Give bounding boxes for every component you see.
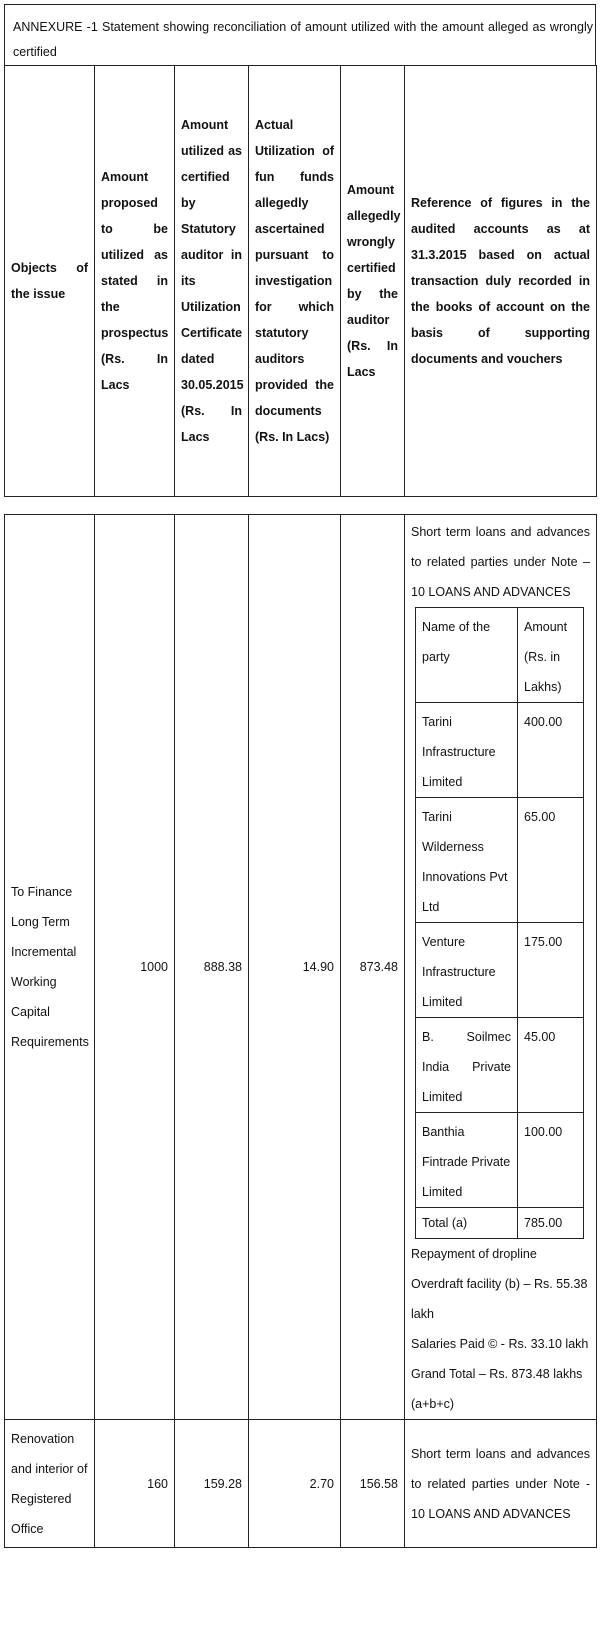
- row-wrongly-certified: 156.58: [341, 1420, 405, 1548]
- party-amount: 65.00: [518, 798, 584, 923]
- row-proposed: 160: [95, 1420, 175, 1548]
- header-certified: Amount utilized as certified by Statutory auditor in its Utilization Certificate dated 30.05.2015 (Rs. In Lacs: [175, 66, 249, 497]
- repayment-note: Repayment of dropline Overdraft facility (b) – Rs. 55.38 lakh: [411, 1247, 588, 1321]
- party-amount: 175.00: [518, 923, 584, 1018]
- party-header-name: Name of the party: [416, 608, 518, 703]
- party-row: [416, 798, 584, 923]
- party-name: Venture Infrastructure Limited: [416, 923, 518, 1018]
- table-row: [5, 1420, 597, 1548]
- row-proposed: 1000: [95, 515, 175, 1420]
- header-reference: Reference of figures in the audited accounts as at 31.3.2015 based on actual transaction duly recorded in the books of account on the basis of supporting documents and vouchers: [405, 66, 597, 497]
- row-actual: 14.90: [249, 515, 341, 1420]
- row-certified: 888.38: [175, 515, 249, 1420]
- party-row: [416, 923, 584, 1018]
- header-proposed: Amount proposed to be utilized as stated in the prospectus (Rs. In Lacs: [95, 66, 175, 497]
- header-objects: Objects of the issue: [5, 66, 95, 497]
- party-name: Banthia Fintrade Private Limited: [416, 1113, 518, 1208]
- party-row: [416, 1018, 584, 1113]
- row-object: To Finance Long Term Incremental Working Capital Requirements: [5, 515, 95, 1420]
- row-wrongly-certified: 873.48: [341, 515, 405, 1420]
- party-table: [415, 607, 584, 1239]
- party-name: Tarini Infrastructure Limited: [416, 703, 518, 798]
- row-reference: Short term loans and advances to related parties under Note - 10 LOANS AND ADVANCES: [405, 1420, 597, 1548]
- party-name: Tarini Wilderness Innovations Pvt Ltd: [416, 798, 518, 923]
- party-total-row: [416, 1208, 584, 1239]
- party-amount: 45.00: [518, 1018, 584, 1113]
- salaries-note: Salaries Paid © - Rs. 33.10 lakh: [411, 1337, 589, 1351]
- header-table: [4, 65, 597, 497]
- party-amount: 400.00: [518, 703, 584, 798]
- header-wrongly-certified: Amount allegedly wrongly certified by the auditor (Rs. In Lacs: [341, 66, 405, 497]
- party-total-value: 785.00: [518, 1208, 584, 1239]
- party-total-label: Total (a): [416, 1208, 518, 1239]
- table-row: [5, 515, 597, 1420]
- reference-intro: Short term loans and advances to related parties under Note – 10 LOANS AND ADVANCES: [411, 525, 590, 599]
- party-header-amount: Amount (Rs. in Lakhs): [518, 608, 584, 703]
- party-row: [416, 703, 584, 798]
- grand-total-note: Grand Total – Rs. 873.48 lakhs: [411, 1367, 583, 1381]
- row-actual: 2.70: [249, 1420, 341, 1548]
- body-table: [4, 514, 597, 1548]
- party-row: [416, 1113, 584, 1208]
- annexure-title: ANNEXURE -1 Statement showing reconciliation of amount utilized with the amount alleged as wrongly certified: [13, 20, 593, 59]
- header-actual: Actual Utilization of fun funds allegedly ascertained pursuant to investigation for which statutory auditors provided the documents (Rs. In Lacs): [249, 66, 341, 497]
- formula-note: (a+b+c): [411, 1397, 455, 1411]
- annexure-caption-box: [4, 4, 596, 65]
- party-amount: 100.00: [518, 1113, 584, 1208]
- party-name: B. Soilmec India Private Limited: [416, 1018, 518, 1113]
- row-object: Renovation and interior of Registered Office: [5, 1420, 95, 1548]
- party-table-header: [416, 608, 584, 703]
- row-reference: [405, 515, 597, 1420]
- row-certified: 159.28: [175, 1420, 249, 1548]
